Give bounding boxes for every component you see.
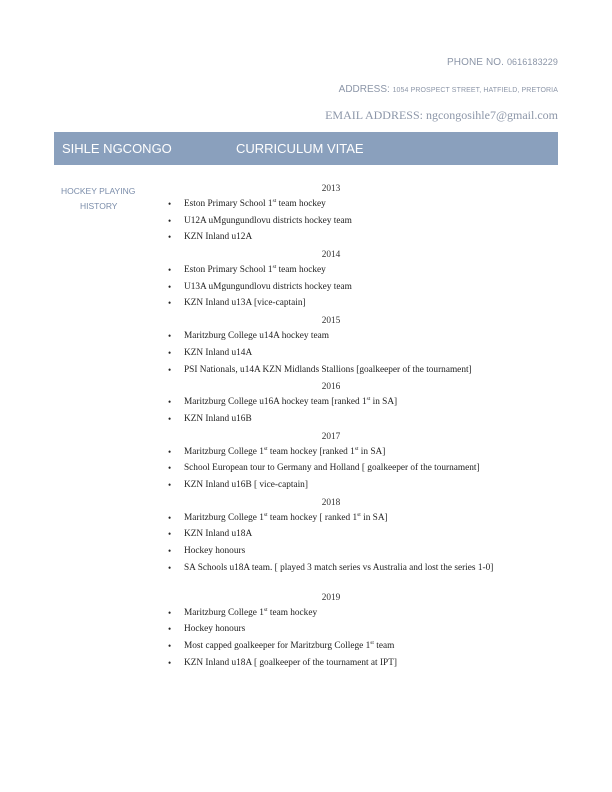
item-text: Maritzburg College u14A hockey team [184,331,329,342]
phone-value: 0616183229 [506,57,558,67]
list-item [166,264,496,277]
item-text: KZN Inland u18A [ goalkeeper of the tournament at IPT] [184,657,397,668]
list-item [166,396,496,409]
ordinal-suffix: st [263,511,268,518]
item-text: SA Schools u18A team. [ played 3 match series vs Australia and lost the series 1-0] [184,562,494,573]
item-text: KZN Inland u18A [184,529,253,540]
section-heading-line1: HOCKEY PLAYING [61,186,136,196]
year-list [166,396,496,426]
item-text: Maritzburg College u16A hockey team [ranked 1 [184,397,367,408]
item-text: in SA] [358,446,386,457]
person-name: SIHLE NGCONGO [62,141,172,156]
item-text: Hockey honours [184,546,246,556]
list-item [166,640,496,653]
ordinal-suffix: st [357,511,361,518]
item-text: PSI Nationals, u14A KZN Midlands Stallions [goalkeeper of the tournament] [184,364,472,375]
item-text: team hockey [267,607,318,618]
address-line [339,84,558,95]
item-text: Eston Primary School 1 [184,265,273,276]
ordinal-suffix: st [272,197,277,204]
item-text: Eston Primary School 1 [184,199,273,209]
year-heading: 2017 [321,431,341,442]
list-item [166,479,496,492]
item-text: Maritzburg College 1 [184,512,264,523]
item-text: KZN Inland u12A [184,232,253,243]
year-list [166,264,496,310]
list-item [166,413,496,426]
item-text: School European tour to Germany and Holland [ goalkeeper of the tournament] [184,463,480,474]
item-text: Hockey honours [184,624,246,635]
year-list [166,607,496,670]
list-item [166,347,496,360]
list-item [166,623,496,636]
list-item [166,528,496,541]
email-label: EMAIL ADDRESS: [325,108,423,122]
list-item [166,330,496,343]
list-item [166,462,496,475]
year-list [166,446,496,492]
item-text: KZN Inland u13A [vice-captain] [184,298,306,309]
list-item [166,657,496,670]
item-text: team hockey [ranked 1 [267,446,355,457]
list-item [166,446,496,459]
list-item [166,215,496,228]
item-text: KZN Inland u14A [184,347,253,358]
list-item [166,545,496,558]
ordinal-suffix: st [354,445,359,452]
email-value[interactable]: ngcongosihle7@gmail.com [425,108,558,122]
list-item [166,198,496,211]
ordinal-suffix: st [370,639,374,646]
item-text: team [373,641,395,652]
section-heading-line2: HISTORY [80,201,118,211]
item-text: team hockey [ ranked 1 [267,512,358,523]
list-item [166,281,496,294]
ordinal-suffix: st [263,445,268,452]
item-text: Most capped goalkeeper for Maritzburg College 1 [184,641,371,652]
list-item [166,297,496,310]
ordinal-suffix: st [272,263,277,270]
year-list [166,330,496,376]
list-item [166,231,496,244]
item-text: KZN Inland u16B [ vice-captain] [184,479,308,490]
year-list [166,198,496,244]
list-item [166,562,496,575]
year-heading: 2018 [321,497,341,508]
year-heading: 2013 [321,184,341,194]
item-text: Maritzburg College 1 [184,446,264,457]
item-text: KZN Inland u16B [184,413,252,424]
ordinal-suffix: st [263,606,268,613]
year-list [166,512,496,575]
cv-banner [54,132,558,165]
hockey-history [166,182,496,673]
item-text: Maritzburg College 1 [184,607,264,618]
section-heading [61,184,141,214]
address-label: ADDRESS: [338,84,390,95]
item-text: in SA] [360,512,388,523]
list-item [166,364,496,377]
document-title: CURRICULUM VITAE [236,141,364,156]
item-text: U13A uMgungundlovu districts hockey team [184,281,352,292]
year-heading: 2014 [321,250,341,261]
year-heading: 2015 [321,316,341,327]
year-heading: 2016 [321,382,341,393]
list-item [166,512,496,525]
item-text: in SA] [370,397,398,408]
list-item [166,607,496,620]
phone-label: PHONE NO. [447,57,505,68]
year-heading: 2019 [321,592,341,603]
item-text: team hockey [276,265,326,276]
item-text: team hockey [276,199,326,209]
ordinal-suffix: st [366,396,371,403]
email-line [325,108,558,123]
address-value: 1054 PROSPECT STREET, HATFIELD, PRETORIA [392,87,558,94]
phone-line [447,57,558,68]
item-text: U12A uMgungundlovu districts hockey team [184,215,352,226]
